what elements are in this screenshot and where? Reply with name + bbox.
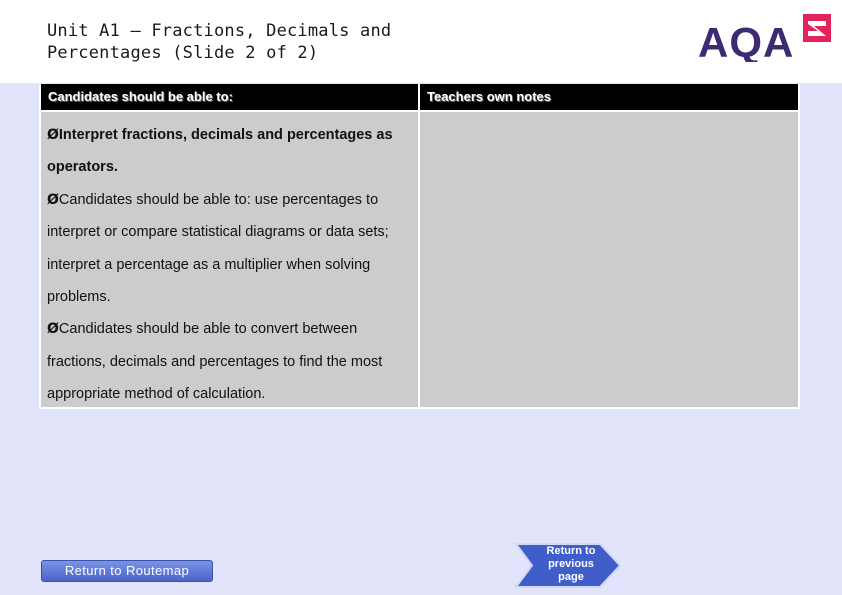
- objective-item: [47, 184, 413, 314]
- content-table: [39, 84, 800, 409]
- objective-text: Interpret fractions, decimals and percentages as operators.: [47, 127, 393, 176]
- return-to-routemap-button[interactable]: Return to Routemap: [41, 560, 213, 582]
- arrow-bullet-icon: Ø: [47, 127, 59, 143]
- candidates-column-header: Candidates should be able to:: [41, 84, 418, 110]
- arrow-bullet-icon: Ø: [47, 191, 59, 208]
- objective-text: Candidates should be able to: use percentages to interpret or compare statistical diagrams or data sets; interpret a percentage as a multiplier when solving problems.: [47, 191, 389, 306]
- objective-text: Candidates should be able to convert between fractions, decimals and percentages to find the most appropriate method of calculation.: [47, 321, 383, 403]
- return-to-previous-page-button[interactable]: [514, 543, 622, 588]
- objective-item: [47, 313, 413, 410]
- aqa-logo-text: AQA: [698, 19, 795, 62]
- teachers-notes-column-header: Teachers own notes: [420, 84, 798, 110]
- page-title-line1: Unit A1 – Fractions, Decimals and: [47, 21, 392, 41]
- return-to-previous-page-label: Return to previous page: [546, 545, 596, 583]
- arrow-bullet-icon: Ø: [47, 321, 59, 338]
- page-title-line2: Percentages (Slide 2 of 2): [47, 43, 319, 63]
- page-title: [47, 20, 391, 64]
- candidates-objectives-cell: [41, 112, 418, 407]
- aqa-logo: [698, 12, 834, 62]
- aqa-logo-graphic: [698, 12, 834, 62]
- teachers-notes-cell[interactable]: [420, 112, 798, 407]
- objective-item: [47, 119, 413, 184]
- aqa-logo-mark-icon: [803, 14, 831, 42]
- header-bar: [0, 0, 842, 83]
